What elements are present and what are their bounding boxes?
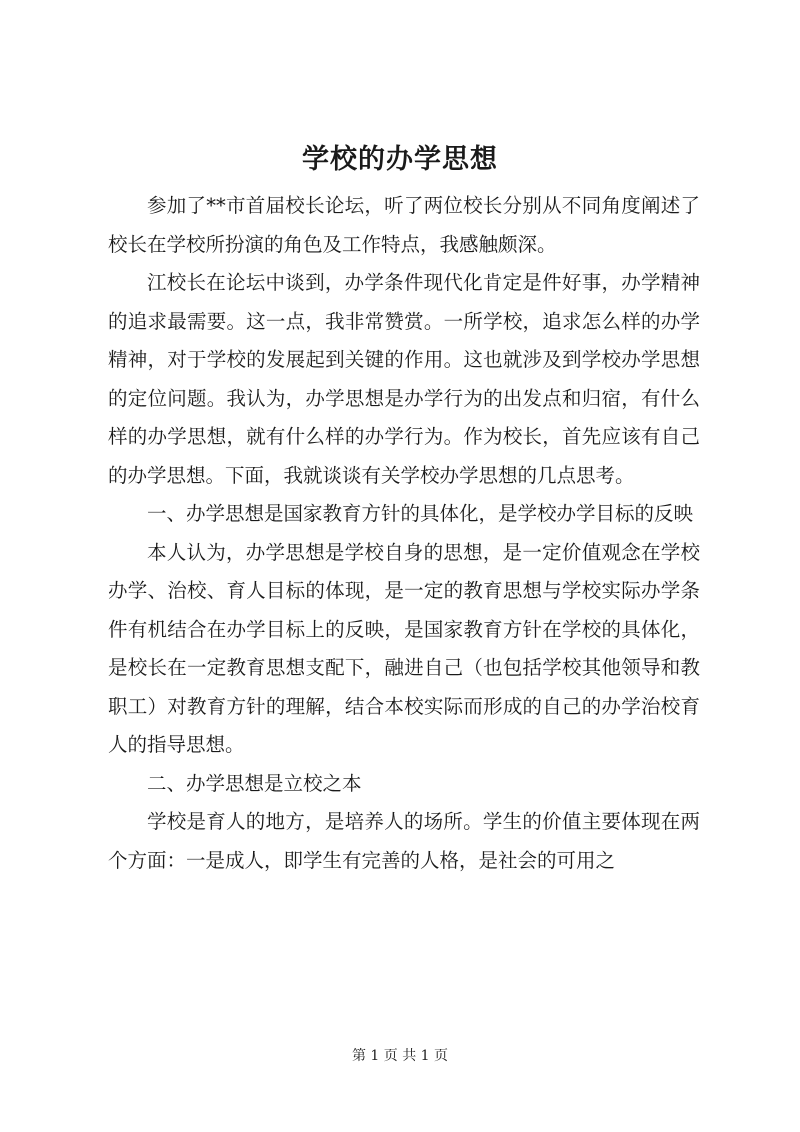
document-title: 学校的办学思想 xyxy=(302,144,498,175)
document-body xyxy=(108,187,700,880)
paragraph-section-one: 本人认为，办学思想是学校自身的思想，是一定价值观念在学校办学、治校、育人目标的体现，是一定的教育思想与学校实际办学条件有机结合在办学目标上的反映，是国家教育方针在学校的具体化，是校长在一定教育思想支配下，融进自己（也包括学校其他领导和教职工）对教育方针的理解，结合本校实际而形成的自己的办学治校育人的指导思想。 xyxy=(108,540,700,756)
page-footer: 第 1 页 共 1 页 xyxy=(351,1048,449,1064)
paragraph-intro: 参加了**市首届校长论坛，听了两位校长分别从不同角度阐述了校长在学校所扮演的角色及工作特点，我感触颇深。 xyxy=(108,194,700,256)
section-heading-one: 一、办学思想是国家教育方针的具体化，是学校办学目标的反映 xyxy=(147,502,694,525)
paragraph-jiang-principal: 江校长在论坛中谈到，办学条件现代化肯定是件好事，办学精神的追求最需要。这一点，我非常赞赏。一所学校，追求怎么样的办学精神，对于学校的发展起到关键的作用。这也就涉及到学校办学思想的定位问题。我认为，办学思想是办学行为的出发点和归宿，有什么样的办学思想，就有什么样的办学行为。作为校长，首先应该有自己的办学思想。下面，我就谈谈有关学校办学思想的几点思考。 xyxy=(108,271,700,487)
paragraph-section-two: 学校是育人的地方，是培养人的场所。学生的价值主要体现在两个方面：一是成人，即学生有完善的人格，是社会的可用之 xyxy=(108,810,700,872)
section-heading-two: 二、办学思想是立校之本 xyxy=(147,771,362,795)
